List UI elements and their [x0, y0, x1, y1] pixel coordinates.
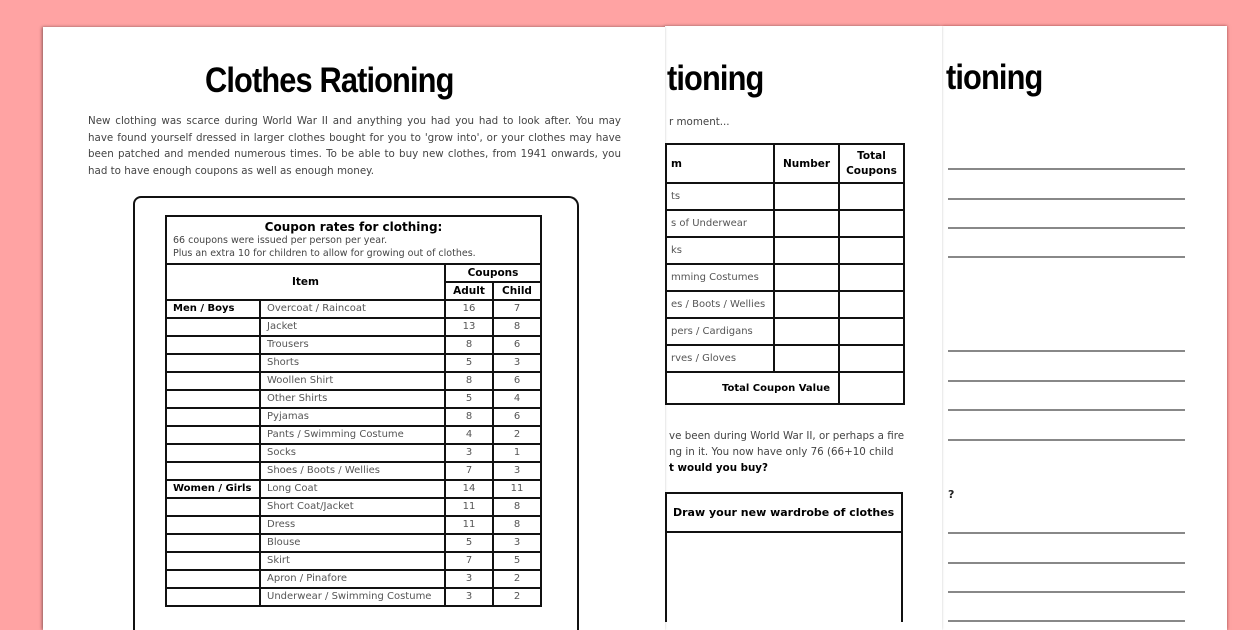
adult-coupons-cell: 11 [445, 516, 493, 534]
child-coupons-cell: 11 [493, 480, 541, 498]
item-cell: Shorts [260, 354, 445, 372]
table-row [166, 426, 541, 444]
table-row [166, 354, 541, 372]
item-cell: Woollen Shirt [260, 372, 445, 390]
total-input-cell[interactable] [839, 318, 904, 345]
category-cell [166, 354, 260, 372]
total-label: Total Coupon Value [666, 372, 839, 404]
category-cell: Women / Girls [166, 480, 260, 498]
adult-coupons-cell: 7 [445, 462, 493, 480]
table-row [666, 183, 904, 210]
table-row [166, 498, 541, 516]
category-cell [166, 588, 260, 606]
table-row [666, 264, 904, 291]
child-coupons-cell: 6 [493, 408, 541, 426]
total-input-cell[interactable] [839, 264, 904, 291]
adult-coupons-cell: 5 [445, 354, 493, 372]
category-cell [166, 534, 260, 552]
adult-coupons-cell: 3 [445, 444, 493, 462]
worksheet-page-1 [43, 27, 665, 630]
child-coupons-cell: 2 [493, 570, 541, 588]
total-input-cell[interactable] [839, 372, 904, 404]
child-coupons-cell: 3 [493, 462, 541, 480]
total-input-cell[interactable] [839, 183, 904, 210]
page-title: Clothes Rationing [205, 61, 454, 100]
total-input-cell[interactable] [839, 210, 904, 237]
writing-line [948, 532, 1185, 534]
child-coupons-cell: 5 [493, 552, 541, 570]
item-cell: es / Boots / Wellies [666, 291, 774, 318]
table-row [166, 336, 541, 354]
col-coupons: Coupons [445, 264, 541, 282]
adult-coupons-cell: 13 [445, 318, 493, 336]
coupon-table [165, 215, 542, 607]
child-coupons-cell: 8 [493, 498, 541, 516]
writing-line [948, 227, 1185, 229]
purchase-table [665, 143, 905, 405]
table-row [166, 300, 541, 318]
category-cell [166, 390, 260, 408]
intro-text: New clothing was scarce during World War II and anything you had you had to look after. You may have found yourself dressed in larger clothes bought for you to 'grow into', or your clothes may have been patched and mended numerous times. To be able to buy new clothes, from 1941 onwards, you had to have enough coupons as well as enough money. [88, 115, 621, 177]
worksheet-page-2 [665, 26, 942, 630]
adult-coupons-cell: 11 [445, 498, 493, 516]
table-row [166, 408, 541, 426]
draw-label: Draw your new wardrobe of clothes [667, 494, 901, 533]
child-coupons-cell: 1 [493, 444, 541, 462]
table-row [166, 390, 541, 408]
total-input-cell[interactable] [839, 291, 904, 318]
item-cell: mming Costumes [666, 264, 774, 291]
table-row [166, 516, 541, 534]
number-input-cell[interactable] [774, 237, 839, 264]
table-row [166, 480, 541, 498]
item-cell: Pants / Swimming Costume [260, 426, 445, 444]
child-coupons-cell: 8 [493, 318, 541, 336]
category-cell [166, 570, 260, 588]
adult-coupons-cell: 16 [445, 300, 493, 318]
category-cell [166, 372, 260, 390]
adult-coupons-cell: 7 [445, 552, 493, 570]
writing-line [948, 562, 1185, 564]
child-coupons-cell: 7 [493, 300, 541, 318]
writing-line [948, 380, 1185, 382]
category-cell [166, 444, 260, 462]
col-item: Item [166, 264, 445, 300]
item-cell: Blouse [260, 534, 445, 552]
table-row [666, 291, 904, 318]
table-row [166, 552, 541, 570]
adult-coupons-cell: 3 [445, 588, 493, 606]
item-cell: Apron / Pinafore [260, 570, 445, 588]
number-input-cell[interactable] [774, 264, 839, 291]
child-coupons-cell: 4 [493, 390, 541, 408]
item-cell: Trousers [260, 336, 445, 354]
question: t would you buy? [669, 462, 768, 474]
item-cell: ks [666, 237, 774, 264]
child-coupons-cell: 3 [493, 354, 541, 372]
item-cell: Dress [260, 516, 445, 534]
lead-text: r moment... [669, 116, 730, 128]
table-row [166, 318, 541, 336]
adult-coupons-cell: 14 [445, 480, 493, 498]
col-child: Child [493, 282, 541, 300]
adult-coupons-cell: 5 [445, 390, 493, 408]
total-row [666, 372, 904, 404]
page-title: tioning [667, 59, 764, 98]
item-cell: Overcoat / Raincoat [260, 300, 445, 318]
item-cell: ts [666, 183, 774, 210]
category-cell [166, 408, 260, 426]
category-cell [166, 516, 260, 534]
item-cell: Jacket [260, 318, 445, 336]
table-row [166, 372, 541, 390]
table-row [666, 318, 904, 345]
category-cell [166, 498, 260, 516]
adult-coupons-cell: 4 [445, 426, 493, 444]
item-cell: Shoes / Boots / Wellies [260, 462, 445, 480]
category-cell [166, 426, 260, 444]
col-total: Total Coupons [839, 144, 904, 183]
category-cell [166, 462, 260, 480]
table-heading: Coupon rates for clothing: 66 coupons were issued per person per year. Plus an extra 10 for children to allow for growing out of clothes. [166, 216, 541, 264]
child-coupons-cell: 8 [493, 516, 541, 534]
writing-line [948, 256, 1185, 258]
category-cell [166, 336, 260, 354]
writing-line [948, 409, 1185, 411]
col-number: Number [774, 144, 839, 183]
table-row [166, 444, 541, 462]
writing-line [948, 198, 1185, 200]
adult-coupons-cell: 8 [445, 372, 493, 390]
number-input-cell[interactable] [774, 291, 839, 318]
number-input-cell[interactable] [774, 318, 839, 345]
table-row [166, 534, 541, 552]
item-cell: Underwear / Swimming Costume [260, 588, 445, 606]
item-cell: Skirt [260, 552, 445, 570]
item-cell: Socks [260, 444, 445, 462]
writing-line [948, 439, 1185, 441]
writing-line [948, 591, 1185, 593]
child-coupons-cell: 3 [493, 534, 541, 552]
writing-line [948, 168, 1185, 170]
item-cell: s of Underwear [666, 210, 774, 237]
category-cell [166, 552, 260, 570]
item-cell: Long Coat [260, 480, 445, 498]
item-cell: pers / Cardigans [666, 318, 774, 345]
number-input-cell[interactable] [774, 345, 839, 372]
number-input-cell[interactable] [774, 210, 839, 237]
body-text-1: ve been during World War II, or perhaps a fire [669, 430, 905, 442]
child-coupons-cell: 6 [493, 336, 541, 354]
number-input-cell[interactable] [774, 183, 839, 210]
table-row [666, 237, 904, 264]
page-title: tioning [946, 58, 1043, 97]
table-row [666, 210, 904, 237]
col-item: m [666, 144, 774, 183]
item-cell: Other Shirts [260, 390, 445, 408]
child-coupons-cell: 2 [493, 426, 541, 444]
adult-coupons-cell: 8 [445, 336, 493, 354]
category-cell: Men / Boys [166, 300, 260, 318]
table-row [166, 588, 541, 606]
writing-line [948, 350, 1185, 352]
table-row [166, 570, 541, 588]
writing-line [948, 620, 1185, 622]
draw-box [665, 492, 903, 622]
total-input-cell[interactable] [839, 237, 904, 264]
child-coupons-cell: 2 [493, 588, 541, 606]
question-mark: ? [948, 488, 955, 501]
adult-coupons-cell: 5 [445, 534, 493, 552]
body-text-2: ng in it. You now have only 76 (66+10 child [669, 446, 894, 458]
table-row [166, 462, 541, 480]
item-cell: rves / Gloves [666, 345, 774, 372]
adult-coupons-cell: 8 [445, 408, 493, 426]
item-cell: Pyjamas [260, 408, 445, 426]
worksheet-page-3 [942, 26, 1227, 630]
total-input-cell[interactable] [839, 345, 904, 372]
category-cell [166, 318, 260, 336]
item-cell: Short Coat/Jacket [260, 498, 445, 516]
table-row [666, 345, 904, 372]
col-adult: Adult [445, 282, 493, 300]
adult-coupons-cell: 3 [445, 570, 493, 588]
child-coupons-cell: 6 [493, 372, 541, 390]
